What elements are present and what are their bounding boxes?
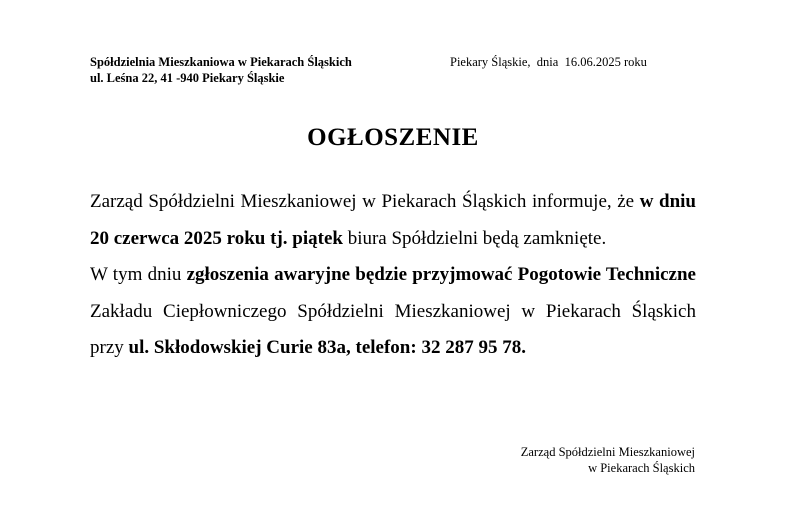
page-title: OGŁOSZENIE: [307, 124, 479, 151]
organization-address: ul. Leśna 22, 41 -940 Piekary Śląskie: [90, 71, 285, 85]
signature-line-2: w Piekarach Śląskich: [588, 461, 695, 475]
p1-text-c: biura Spółdzielni będą zamknięte.: [342, 227, 607, 249]
announcement-paragraph-2: [90, 257, 696, 367]
organization-name: Spółdzielnia Mieszkaniowa w Piekarach Śląskich: [90, 55, 352, 69]
closure-date: w dniu 20 czerwca 2025 roku tj. piątek: [90, 191, 697, 249]
emergency-service: zgłoszenia awaryjne będzie przyjmować Pogotowie Techniczne: [186, 264, 696, 285]
organization-header: [90, 54, 352, 86]
p2-text-c: Zakładu Ciepłowniczego Spółdzielni Mieszkaniowej w Piekarach Śląskich przy: [90, 300, 696, 358]
p2-text-a: W tym dniu: [90, 264, 187, 285]
place-date: Piekary Śląskie, dnia 16.06.2025 roku: [450, 55, 647, 69]
announcement-paragraph-1: [90, 184, 696, 257]
service-address-phone: ul. Skłodowskiej Curie 83a, telefon: 32 287 95 78.: [128, 337, 526, 358]
signature-block: [521, 444, 695, 476]
signature-line-1: Zarząd Spółdzielni Mieszkaniowej: [520, 445, 695, 459]
p1-text-a: Zarząd Spółdzielni Mieszkaniowej w Piekarach Śląskich informuje, że: [90, 191, 640, 212]
announcement-body: [90, 184, 696, 367]
